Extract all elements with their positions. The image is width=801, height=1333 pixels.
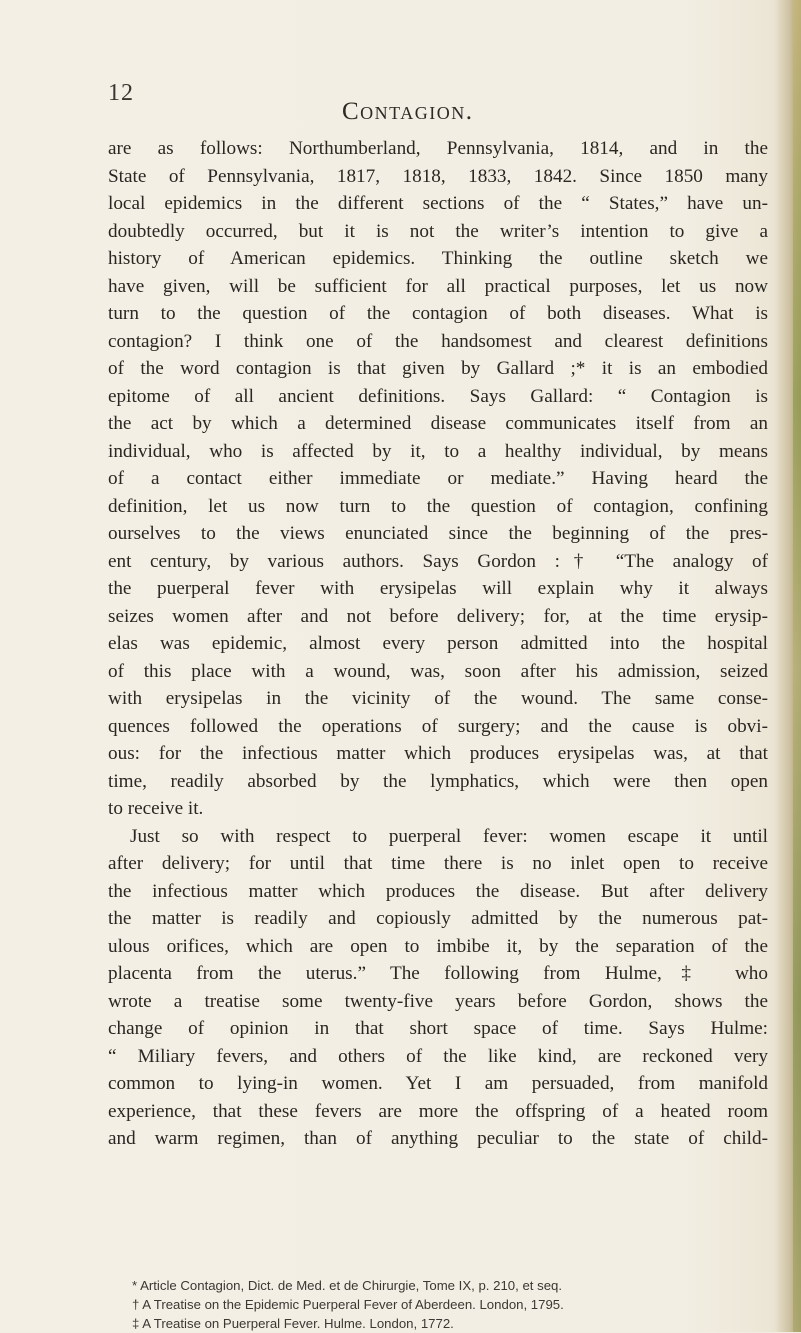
text-line: after delivery; for until that time there is no inlet open to receive [108,853,768,874]
text-line: of the word contagion is that given by Gallard ;* it is an embodied [108,358,768,379]
text-line: the puerperal fever with erysipelas will explain why it always [108,578,768,599]
text-line: of this place with a wound, was, soon after his admission, seized [108,660,768,682]
text-line: the act by which a determined disease communicates itself from an [108,413,768,434]
text-line: doubtedly occurred, but it is not the writer’s intention to give a [108,220,768,242]
text-line: wrote a treatise some twenty-five years before Gordon, shows the [108,990,768,1012]
text-line: placenta from the uterus.” The following from Hulme,‡ who [108,963,768,984]
text-line: contagion? I think one of the handsomest and clearest definitions [108,330,768,352]
text-line: have given, will be sufficient for all practical purposes, let us now [108,275,768,297]
text-line: to receive it. [108,798,204,819]
page-edge-strip [793,0,801,1332]
text-line: “ Miliary fevers, and others of the like kind, are reckoned very [108,1045,768,1067]
text-line: elas was epidemic, almost every person admitted into the hospital [108,633,768,654]
text-line: with erysipelas in the vicinity of the wound. The same conse- [108,688,768,709]
running-head: Contagion. [342,98,474,125]
text-line: epitome of all ancient definitions. Says Gallard: “ Contagion is [108,385,768,407]
text-line: common to lying-in women. Yet I am persuaded, from manifold [108,1073,768,1094]
footnotes [132,1276,772,1333]
text-line: history of American epidemics. Thinking the outline sketch we [108,248,768,269]
text-line: State of Pennsylvania, 1817, 1818, 1833, 1842. Since 1850 many [108,165,768,187]
text-line: the infectious matter which produces the disease. But after delivery [108,880,768,902]
text-line: quences followed the operations of surgery; and the cause is obvi- [108,715,768,737]
text-line: the matter is readily and copiously admitted by the numerous pat- [108,908,768,929]
text-line: definition, let us now turn to the question of contagion, confining [108,495,768,517]
text-line: individual, who is affected by it, to a healthy individual, by means [108,440,768,462]
page-number: 12 [108,80,134,106]
text-line: ent century, by various authors. Says Gordon :† “The analogy of [108,550,768,572]
footnote: ‡ A Treatise on Puerperal Fever. Hulme. London, 1772. [132,1316,454,1331]
text-line: of a contact either immediate or mediate.” Having heard the [108,468,768,489]
text-line: and warm regimen, than of anything peculiar to the state of child- [108,1128,768,1149]
text-line: local epidemics in the different sections of the “ States,” have un- [108,193,768,214]
text-line: experience, that these fevers are more the offspring of a heated room [108,1100,768,1122]
footnote: † A Treatise on the Epidemic Puerperal Fever of Aberdeen. London, 1795. [132,1297,564,1312]
text-line: are as follows: Northumberland, Pennsylvania, 1814, and in the [108,138,768,159]
text-line: ulous orifices, which are open to imbibe it, by the separation of the [108,935,768,957]
footnote: * Article Contagion, Dict. de Med. et de Chirurgie, Tome IX, p. 210, et seq. [132,1278,563,1293]
text-line: turn to the question of the contagion of both diseases. What is [108,303,768,324]
text-line: Just so with respect to puerperal fever: women escape it until [130,825,768,847]
body-text [108,135,768,1153]
text-line: change of opinion in that short space of time. Says Hulme: [108,1018,768,1039]
text-line: ourselves to the views enunciated since the beginning of the pres- [108,523,768,544]
text-line: ous: for the infectious matter which produces erysipelas was, at that [108,743,768,764]
text-line: time, readily absorbed by the lymphatics, which were then open [108,770,768,792]
text-line: seizes women after and not before delivery; for, at the time erysip- [108,605,768,627]
